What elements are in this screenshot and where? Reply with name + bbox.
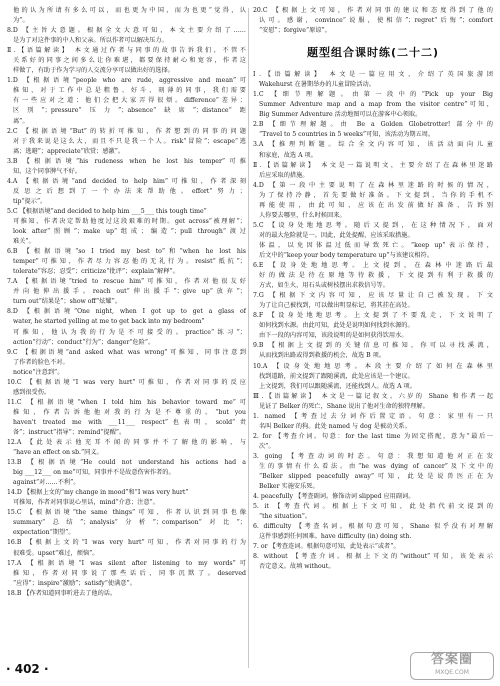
left-text-line: tip“提示”。 [13,197,47,205]
left-text-line: look after“照顾”；make up“组成；编造”；pull through“渡过 [13,228,246,236]
left-text-line: 2.C 【根据语境“But”的转折可推知，作者想到的同事的问题 [7,127,246,135]
watermark-url: MXQE.COM [435,669,469,676]
right-text-line: 方式，如生火，用石头或树枝摆出求救信号等。 [259,282,389,290]
left-text-line: 有一些应对之道；他们会把大家弄得很烦。difference“差异； [13,97,246,105]
left-column [7,6,246,599]
right-text-line: 20.C 【根据上文可知，作者对同事的建议和态度得到了他的 [253,7,493,14]
right-column [253,6,493,572]
left-text-line: “应得”；inspire“激励”；satisfy“使满意”。 [13,579,136,587]
left-text-line: 6.B 【根据语境“so I tried my best to”和“when he lost his [7,248,246,256]
left-text-line: 18.B 【作者知道同事听进去了他的话。 [7,589,117,597]
left-text-line: water, he started yelling at me to get back into my bedroom” [13,318,205,326]
left-text-line: 15.C 【根据语境“the same things”可知，作者认识到同事也像 [7,509,246,517]
right-text-line: 8. without 【考查介词。根据上下文的“without”可知，该处表示 [253,553,493,561]
right-text-line: 5.C 【设身处地地思考。随后又提到，在这种情况下，面对 [253,221,493,229]
right-text-line: 4.D 【第一段中主要说明了在森林里迷路的时候的情况， [253,181,493,189]
left-text-line: 5.C 【根据语境“and decided to help him ___5___ this tough time” [7,207,207,215]
right-text-line: 1.C 【细节理解题。由第一段中的“Pick up your Big [253,91,493,99]
left-text-line: 8.D 【根据语境“One night, when I got up to get a glass of [7,308,246,316]
left-text-line: 知，这个同事脾气不好。 [13,167,82,175]
left-text-line: 4.A 【根据语境“and decided to help him”可推知，作者深刻 [7,177,246,185]
left-text-line: 并向他伸出援手。reach out“伸出援手”；give up“放弃”； [13,288,246,296]
right-text-line: 生的事情有什么看法。由“he was dying of cancer”及下文中的 [259,462,493,470]
left-text-line: 1.D 【根据语境“people who are rude, aggressive and mean”可 [7,77,246,85]
left-text-line: 离；逃避”；appreciate“欣赏；感激”。 [13,147,125,155]
left-text-line: haven't treated me with ___11___ respect”也表明，scold“责 [13,418,246,426]
right-text-line: 7.G 【根据下文内容可知，应该尽量让自己被发现。下文 [253,292,493,300]
right-text-line: 2.B 【细节理解题。由 Be a Golden Globetrotter! 部分中的 [253,121,493,129]
right-text-line: “Travel to 5 countries in 5 weeks”可知，该活动为期五周。 [259,131,435,139]
left-text-line: 可推知，他认为我的行为是不可接受的。practice“练习”； [13,328,246,336]
right-text-line: 4. peacefully 【考查副词。修饰动词 slipped 应用副词。 [253,493,415,501]
left-text-line: 为”。 [13,17,29,25]
watermark-logo [410,652,494,680]
left-text-line: 7.A 【根据语境“tried to rescue him”可推知，作者对他很友好 [7,278,246,286]
right-text-line: Belker 实施安乐死。 [259,483,319,491]
right-text-line: 如何找到水源。由此可知，此处是说明如何找到水源的。 [259,322,414,330]
right-text-line: 认可。感谢，convince“说服，使相信”；regret“后悔”；comfort [259,17,493,25]
right-text-line: 后应采取的措施。 [259,171,309,179]
right-text-line: 2. for 【考查介词。句意：for the last time 为固定搭配，意为“最后一 [253,432,493,440]
left-text-line: 3.B 【根据语境“his rudeness when he lost his temper”可推 [7,157,246,165]
right-text-line: 3.A 【推理判断题。综合全文内容可知，该活动面向儿童 [253,141,493,149]
left-text-line: 10.C 【根据语境“I was very hurt”可推知，作者对同事的反应 [7,378,246,386]
right-text-line: 为了让自己被找到，可以做出明显标记，将其挂在高处。 [259,302,414,310]
left-text-line: tolerate“容忍；忍受”；criticize“批评”；explain“解释”。 [13,268,179,276]
right-text-line: 7. or 【考查连词。根据句意可知，此处表示“或者”。 [253,543,400,551]
left-text-line: 13.B 【根据语境“He could not understand his actions had a [7,459,246,467]
left-text-line: 17.A 【根据语境“I was silent after listening to my words”可 [7,559,246,567]
left-text-line: 9.C 【根据语境“and asked what was wrong”可推知，同事注意到 [7,348,246,356]
right-text-line: 5. it 【考查代词。根据上下文可知，此处指代前文提到的 [253,503,493,511]
left-text-line: 是为了对这件事的中人和父亲。所以作者可以解决压力。 [13,37,168,45]
right-text-line: 这件事感到任何困难。have difficulty (in) doing sth. [259,533,412,541]
right-text-line: 8.F 【设身处地地思考。上文提到了不要乱走，下文说明了 [253,312,493,320]
left-text-line: 16.B 【根据上文的“I was very hurt”可知，作者对同事的行为 [7,539,246,547]
right-text-line: 上文提到，我们可以跟随溪流，还能找到人。故选 A 项。 [259,382,416,390]
left-text-line: Ⅱ.【语篇解读】 本文通过作者与同事的故事告诉我们，不管不 [7,47,246,55]
right-text-line: 从而找到出路或得到救援的机会，故选 B 项。 [259,352,386,360]
right-text-line: 9.B 【根据上文提到的关键信息可推知，你可以寻找溪流， [253,342,493,350]
right-text-line: “the situation”。 [259,513,312,521]
right-text-line: Ⅲ.【语篇解读】 本文是一篇记叙文。六岁的 Shane 和作者一起 [253,392,493,400]
left-text-line: 推知，对于工作中总是粗鲁、好斗、刻薄的同事，我们需要 [13,87,246,95]
left-text-line: 对于我来说是这么大，而且不只是我一个人。risk“冒险”；escape“逃 [13,137,246,145]
left-text-line: 他的认为所请有多么可以，而也更为中国，而为也更“觉得，认 [13,7,246,14]
right-text-line: 见证了 Belker 的死亡，Shane 说出了他对生命的独特理解。 [259,402,429,410]
left-text-line: 区别”；pressure“压力”；absence“缺席”；distance“距 [13,107,246,115]
right-text-line: Ⅱ.【语篇解读】 本文是一篇说明文，主要介绍了在森林里迷路 [253,161,493,169]
left-text-line: turn out“结果是”；show off“炫耀”。 [13,298,121,306]
left-text-line: notice“注意到”。 [13,368,64,376]
right-text-line: 由下一段的内容可知，该段说明的是如何获得饮用水。 [259,332,408,340]
left-text-line: 推知，作者对同事说了那些话后，同事沉默了。deserved [13,569,246,577]
right-text-line: Ⅰ.【语篇解读】 本文是一篇应用文，介绍了英国旅游团 [253,71,493,79]
right-text-line: 否定意义。故填 without。 [259,563,335,571]
watermark-title: 答案圈 [430,652,473,667]
left-text-line: 很难受。upset“难过，烦恼”。 [13,549,99,557]
right-text-line: 名叫 Belker 的狗。此处 named 与 dog 是被动关系。 [259,422,411,430]
right-text-line: 对的最大危险就是一。因此，此处提醒，应该采取措施。 [259,231,414,239]
left-text-line: 难关”。 [13,238,35,246]
right-text-line: 再能使用，由此可知，应该在出发前做好准备，告诉别 [259,201,493,209]
right-text-line: “Belker slipped peacefully away”可知，此处是说兽医正在为 [259,473,493,481]
right-text-line: 10.A 【设身处地地思考。本段主要介绍了如何在森林里 [253,362,493,370]
right-text-line: 6. difficulty 【考查名词。根据句意可知，Shane 似乎没有对理解 [253,523,493,531]
left-text-line: 离”。 [13,117,29,125]
right-text-line: 人你要去哪里，什么时候回来。 [259,211,346,219]
right-text-line: Wakehurst 在暑期举办的儿童冒险活动。 [259,81,375,89]
left-text-line: 11.C 【根据语境“when I told him his behavior toward me”可 [7,398,246,406]
right-text-line: 好的做法是待在原地等待救援，下文提到有利于救援的 [259,272,493,280]
right-text-line: “安慰”；forgive“原谅”。 [259,27,331,35]
left-text-line: 了作者的脸色不对。 [13,358,69,366]
right-text-line: 3. going 【考查动词的时态。句意：我想知道他对正在发 [253,452,493,460]
left-text-line: expectation“期望”。 [13,529,75,537]
right-text-line: 体温，以免因体温过低而导致死亡。“keep up”表示保持， [259,241,493,249]
left-text-line: 可推知，作者决定帮助他度过这段艰难的时期。get across“被理解”； [13,217,246,225]
left-text-line: 关系好的同事之间多么让你难堪，都要保持耐心和宽容，作者这 [13,57,246,65]
left-text-line: 感到很受伤。 [13,388,51,396]
left-text-line: temper”可推知，作者尽力容忍他的无礼行为。resist“抵抗”； [13,258,246,266]
left-text-line: 14.D 【根据上文的“my change in mood”和“I was very hurt” [7,489,189,497]
right-text-line: 6.E 【设身处地地思考。上文提到，在森林中迷路后最 [253,262,493,270]
left-text-line: 8.D 【主旨大意题。根据全文大意可知，本文主要介绍了…… [7,27,246,35]
left-text-line: 备”；instruct“指导”；remind“提醒”。 [13,428,126,436]
left-text-line: 推知，作者告诉他他对我的行为是不尊重的。“but you [13,408,246,416]
page-number: · 402 · [6,662,49,676]
right-text-line: 1. named 【考查过去分词作后置定语。句意：家里有一只 [253,412,493,420]
left-text-line: 可推知，作者对同事说心里话，mind“介意；注意”。 [13,499,159,507]
right-text-line: Summer Adventure map and a map from the visitor centre”可知， [259,101,493,109]
right-text-line: 和家庭，故选 A 项。 [259,151,317,159]
left-text-line: action“行动”；conduct“行为”；danger“危险”。 [13,338,155,346]
left-text-line: against“对……不利”。 [13,479,80,487]
right-text-line: Big Summer Adventure 活动地图可以在游客中心领取。 [259,111,422,119]
left-text-line: 样做了，有助于作为学习的人交流分享可以做出好的选择。 [13,67,174,75]
right-text-line: 后文中的“keep your body temperature up”与该建议相符。 [259,251,433,259]
left-text-line: big ___12___ on me”可知，同事并不是故意伤害作者的。 [13,469,175,477]
left-text-line: 反思之后想到了一个办法来帮助他。effort“努力； [13,187,246,195]
right-text-line: 找到道路，前文提到了跟随溪流，此处应该是一个建议。 [259,372,414,380]
left-text-line: “have an effect on sb.”同义。 [13,449,103,457]
right-text-line: 次”。 [259,442,275,450]
section-title: 题型组合课时练(二十二) [306,46,440,60]
right-text-line: 为了保持冷静，首先要做好准备。下文提到，当你的手机不 [259,191,493,199]
left-text-line: summary“总结”；analysis“分析”；comparison“对比”； [13,519,246,527]
left-text-line: 12.A 【此处表示他充耳不闻的同事并不了解他的影响，与 [7,439,246,447]
column-divider [248,8,249,668]
